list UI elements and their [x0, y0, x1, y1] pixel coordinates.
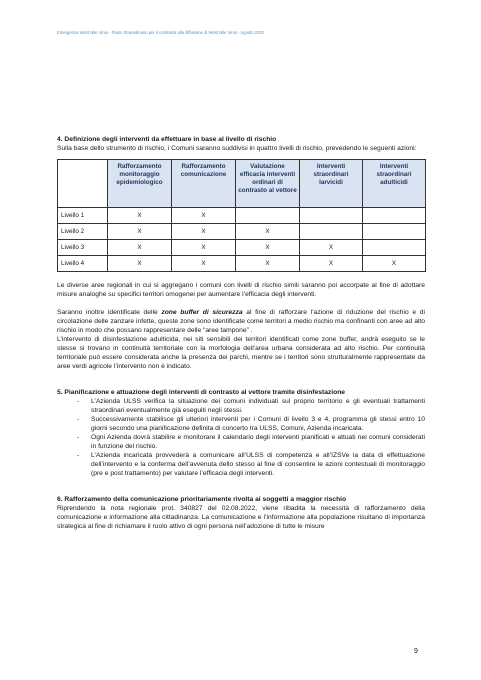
buffer-zones-paragraph — [57, 308, 425, 335]
table-cell: X — [108, 224, 172, 240]
running-header: Emergenza West Nile Virus - Piano Straordinario per il contrasto alla diffusione di West Nile Virus - Agosto 2022 — [57, 30, 264, 35]
table-cell — [300, 208, 363, 224]
list-item: - L’Azienda incaricata provvederà a comunicare all’ULSS di competenza e all’IZSVe la data di effettuazione dell’intervento e la conferma dell’avvenuta dello stesso al fine di consentire le azioni contestuali di monitoraggio (pre e post trattamento) per valutare l’efficacia degli interventi. — [77, 451, 425, 478]
table-cell: X — [363, 256, 426, 272]
table-cell: X — [300, 256, 363, 272]
table-cell: X — [236, 256, 300, 272]
table-row — [58, 208, 426, 224]
column-header: Valutazione efficacia interventi ordinari di contrasto al vettore — [236, 160, 300, 208]
table-row — [58, 240, 426, 256]
table-cell — [236, 208, 300, 224]
table-cell: X — [236, 224, 300, 240]
list-item: - L’Azienda ULSS verifica la situazione dei comuni individuati sul proprio territorio e gli eventuali trattamenti straordinari eventualmente già eseguiti negli stessi. — [77, 397, 425, 415]
section-6-paragraph: Riprendendo la nota regionale prot. 340827 del 02.08.2022, viene ribadita la necessità di rafforzamento della comunicazione e informazione alla cittadinanza. La comunicazione e l’informazione alla popolazione risultano di importanza strategica al fine di richiamare il ruolo attivo di ogni persona nell’adozione di tutte le misure — [57, 505, 425, 530]
row-label: Livello 4 — [58, 256, 108, 272]
section-4-intro: Sulla base dello strumento di rischio, i Comuni saranno suddivisi in quattro livelli di rischio, prevedendo le seguenti azioni: — [57, 145, 417, 152]
table-cell: X — [108, 240, 172, 256]
table-cell: X — [236, 240, 300, 256]
table-cell: X — [172, 224, 236, 240]
section-5-title: 5. Pianificazione e attuazione degli interventi di contrasto al vettore tramite disinfestazione — [57, 389, 346, 396]
section-4-title: 4. Definizione degli interventi da effettuare in base al livello di rischio — [57, 136, 277, 143]
page-content — [57, 135, 425, 531]
section-6-title: 6. Rafforzamento della comunicazione prioritariamente rivolta ai soggetti a maggior rischio — [57, 496, 347, 503]
row-label: Livello 3 — [58, 240, 108, 256]
table-cell: X — [172, 256, 236, 272]
page-number: 9 — [414, 648, 418, 655]
table-cell: X — [172, 208, 236, 224]
table-cell — [363, 224, 426, 240]
row-label: Livello 1 — [58, 208, 108, 224]
table-cell: X — [108, 208, 172, 224]
column-header: Interventi straordinari adulticidi — [363, 160, 426, 208]
section-4-paragraph: Le diverse aree regionali in cui si aggregano i comuni con livelli di rischio simili saranno poi accorpate al fine di adottare misure analoghe su specifici territori omogenei per aumentare l’efficacia degli interventi. — [57, 282, 425, 298]
table-cell — [300, 224, 363, 240]
column-header: Rafforzamento comunicazione — [172, 160, 236, 208]
table-cell — [363, 240, 426, 256]
table-cell: X — [172, 240, 236, 256]
list-item: - Successivamente stabilisce gli ulteriori interventi per i Comuni di livello 3 e 4, programma gli stessi entro 10 giorni secondo una pianificazione definita di concerto tra ULSS, Comuni, Azienda incaricata. — [77, 415, 425, 433]
table-corner-cell — [58, 160, 108, 208]
table-header-row — [58, 160, 426, 208]
table-row — [58, 224, 426, 240]
section-5-list — [57, 397, 425, 478]
risk-level-table — [57, 159, 426, 272]
table-row — [58, 256, 426, 272]
table-cell — [363, 208, 426, 224]
buffer-zone-emphasis: zone buffer di sicurezza — [161, 309, 243, 316]
list-item: - Ogni Azienda dovrà stabilire e monitorare il calendario degli interventi pianificati e attuati nei comuni considerati in funzione del rischio. — [77, 433, 425, 451]
row-label: Livello 2 — [58, 224, 108, 240]
adulticide-paragraph: L’intervento di disinfestazione adulticida, nei siti sensibili dei territori identificati come zone buffer, andrà eseguito se le stesse si trovano in continuità territoriale con la morfologia dell’area urbana considerata ad alto rischio. Per continuità territoriale può essere considerata anche la presenza dei parchi, mentre se i territori sono strutturalmente rappresentate da aree verdi agricole l’intervento non è indicato. — [57, 336, 425, 370]
paragraph-text: al fine di rafforzare l’azione di riduzione del rischio e di circolazione delle zanzare infette, queste zone sono identificate come territori a medio rischio ma confinanti con aree ad alto rischio in modo che possano rappresentare delle “aree tampone” . — [57, 309, 426, 334]
table-cell: X — [300, 240, 363, 256]
column-header: Interventi straordinari larvicidi — [300, 160, 363, 208]
column-header: Rafforzamento monitoraggio epidemiologico — [108, 160, 172, 208]
paragraph-text: Saranno inoltre identificate delle — [57, 309, 162, 316]
table-cell: X — [108, 256, 172, 272]
